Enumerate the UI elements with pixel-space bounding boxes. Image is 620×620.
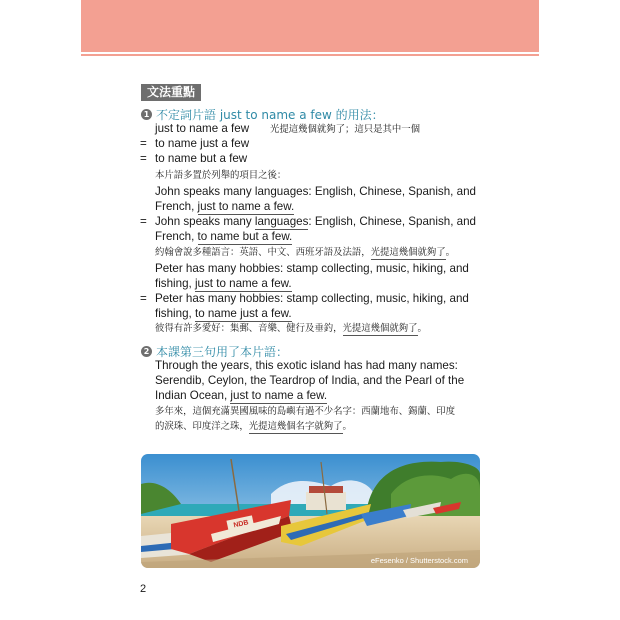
phrase-line-1: just to name a few: [155, 122, 250, 135]
section-2-translation-1: 多年來，這個充滿異國風味的島嶼有過不少名字：西蘭地布、錫蘭、印度: [155, 406, 456, 417]
beach-boats-photo: [141, 454, 480, 568]
example-2-line-1: John speaks many languages: English, Chinese, Spanish, and: [155, 215, 476, 228]
usage-intro: 本片語多置於列舉的項目之後：: [155, 170, 287, 181]
equals-sign: =: [140, 215, 147, 228]
underlined-translation: 光提這幾個就夠了: [370, 247, 446, 258]
example-4-translation: 彼得有許多愛好：集郵、音樂、健行及垂釣，光提這幾個就夠了。: [155, 323, 427, 334]
phrase-note: 光提這幾個就夠了；這只是其中一個: [270, 124, 421, 135]
section-2-line-3: Indian Ocean, just to name a few.: [155, 389, 328, 402]
example-4-line-2: fishing, to name just a few.: [155, 307, 292, 320]
boat-lettering: NDB: [232, 519, 250, 530]
underlined-phrase: just to name a few.: [230, 389, 328, 402]
equals-sign: =: [140, 292, 147, 305]
section-2-number: 2: [141, 346, 152, 357]
equals-sign: =: [140, 137, 147, 150]
equals-sign: =: [140, 152, 147, 165]
section-2-title: 本課第三句用了本片語：: [156, 345, 289, 359]
photo-illustration: [141, 454, 480, 568]
section-1-title: 不定詞片語 just to name a few 的用法：: [156, 108, 384, 122]
underlined-phrase: to name just a few.: [194, 307, 292, 320]
underlined-translation: 光提這幾個就夠了: [342, 323, 418, 334]
underlined-phrase: just to name a few.: [197, 200, 295, 213]
example-4-line-1: Peter has many hobbies: stamp collecting, music, hiking, and: [155, 292, 469, 305]
phrase-line-2: to name just a few: [155, 137, 250, 150]
example-3-line-2: fishing, just to name a few.: [155, 277, 292, 290]
section-2-line-2: Serendib, Ceylon, the Teardrop of India, and the Pearl of the: [155, 374, 465, 387]
example-2-translation: 約翰會說多種語言：英語、中文、西班牙語及法語，光提這幾個就夠了。: [155, 247, 456, 258]
photo-credit: eFesenko / Shutterstock.com: [370, 556, 468, 565]
phrase-line-3: to name but a few: [155, 152, 248, 165]
underlined-word: languages: [254, 215, 309, 228]
page-number: 2: [140, 583, 147, 595]
example-1-line-2: French, just to name a few.: [155, 200, 295, 213]
example-1-line-1: John speaks many languages: English, Chinese, Spanish, and: [155, 185, 476, 198]
header-divider: [81, 54, 539, 56]
underlined-translation: 光提這幾個名字就夠了: [248, 421, 343, 432]
underlined-phrase: to name but a few.: [197, 230, 293, 243]
section-tag: 文法重點: [141, 84, 201, 101]
example-3-line-1: Peter has many hobbies: stamp collecting, music, hiking, and: [155, 262, 469, 275]
section-2-translation-2: 的淚珠、印度洋之珠，光提這幾個名字就夠了。: [155, 421, 352, 432]
section-1-number: 1: [141, 109, 152, 120]
header-banner: [81, 0, 539, 52]
section-2-line-1: Through the years, this exotic island has had many names:: [155, 359, 458, 372]
example-2-line-2: French, to name but a few.: [155, 230, 293, 243]
underlined-phrase: just to name a few.: [194, 277, 292, 290]
